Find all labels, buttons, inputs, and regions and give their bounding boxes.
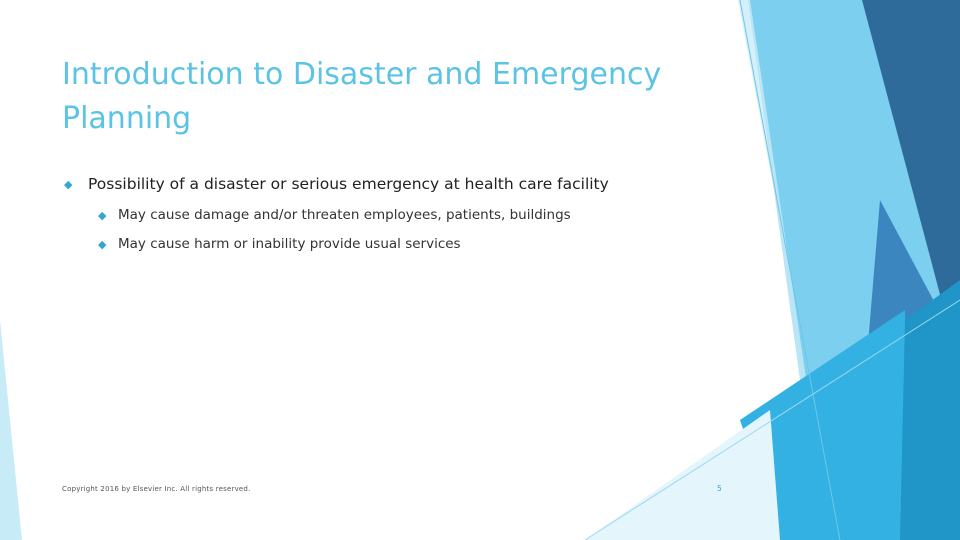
bullet-level2	[98, 236, 461, 252]
bullet-level1	[64, 175, 609, 193]
bullet-level2	[98, 207, 571, 223]
page-number: 5	[717, 484, 722, 493]
diamond-bullet-icon: ◆	[98, 208, 107, 222]
diamond-bullet-icon: ◆	[98, 237, 107, 251]
diamond-bullet-icon: ◆	[64, 177, 73, 191]
bullet-text: May cause harm or inability provide usual services	[118, 236, 461, 252]
bullet-text: May cause damage and/or threaten employees, patients, buildings	[118, 207, 571, 223]
copyright-footer: Copyright 2016 by Elsevier Inc. All rights reserved.	[62, 485, 251, 493]
slide-title: Introduction to Disaster and Emergency Planning	[62, 57, 662, 136]
pale-lower-shape	[585, 410, 780, 540]
bullet-text: Possibility of a disaster or serious emergency at health care facility	[88, 175, 609, 193]
left-edge-shape	[0, 320, 22, 540]
